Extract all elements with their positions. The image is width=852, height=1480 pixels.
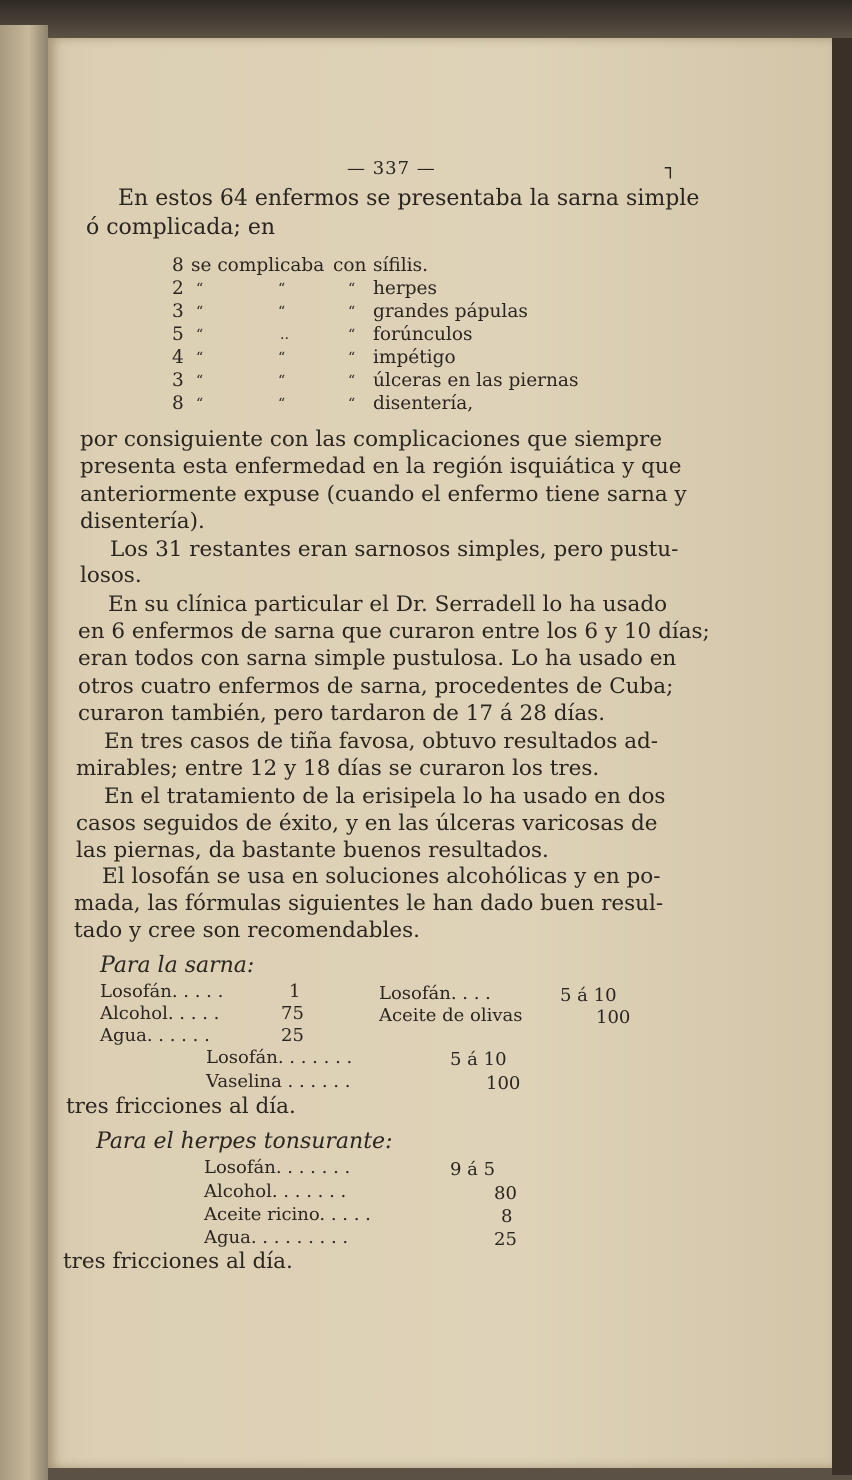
formula-quantity: 100 bbox=[596, 1007, 631, 1028]
formula-ingredient: Aceite de olivas bbox=[379, 1005, 523, 1026]
ditto-mark: “ bbox=[278, 373, 286, 389]
formula-quantity: 25 bbox=[281, 1025, 304, 1046]
text-line: losos. bbox=[80, 563, 142, 588]
ditto-mark: “ bbox=[196, 281, 204, 297]
complication-count: 8 bbox=[172, 255, 184, 276]
text-line: presenta esta enfermedad en la región isquiática y que bbox=[80, 454, 682, 479]
formula-ingredient: Losofán. . . . . . . bbox=[204, 1157, 351, 1178]
complication-label: herpes bbox=[373, 278, 437, 299]
formula-ingredient: Losofán. . . . bbox=[379, 983, 491, 1004]
complication-label: impétigo bbox=[373, 347, 456, 368]
ditto-mark: “ bbox=[278, 350, 286, 366]
ditto-mark: “ bbox=[196, 350, 204, 366]
ditto-mark: “ bbox=[348, 350, 356, 366]
ditto-mark: “ bbox=[278, 304, 286, 320]
ditto-mark: “ bbox=[348, 373, 356, 389]
ditto-mark: “ bbox=[348, 327, 356, 343]
text-line: Los 31 restantes eran sarnosos simples, pero pustu- bbox=[110, 537, 679, 562]
scan-background-right bbox=[832, 38, 852, 1475]
text-line: En su clínica particular el Dr. Serradell lo ha usado bbox=[108, 592, 668, 617]
formula-quantity: 100 bbox=[486, 1073, 521, 1094]
ditto-mark: “ bbox=[348, 281, 356, 297]
formula-ingredient: Vaselina . . . . . . bbox=[206, 1071, 351, 1092]
ditto-mark: “ bbox=[348, 304, 356, 320]
formula-quantity: 8 bbox=[501, 1206, 513, 1227]
text-line: En el tratamiento de la erisipela lo ha usado en dos bbox=[104, 784, 666, 809]
complication-count: 4 bbox=[172, 347, 184, 368]
formula-quantity: 9 á 5 bbox=[450, 1159, 496, 1180]
formula-ingredient: Agua. . . . . . bbox=[100, 1025, 210, 1046]
ditto-mark: “ bbox=[196, 396, 204, 412]
herpes-heading: Para el herpes tonsurante: bbox=[96, 1129, 393, 1154]
formula-ingredient: Alcohol. . . . . bbox=[100, 1003, 220, 1024]
complication-label: forúnculos bbox=[373, 324, 473, 345]
complication-label: grandes pápulas bbox=[373, 301, 528, 322]
text-line: por consiguiente con las complicaciones que siempre bbox=[80, 427, 663, 452]
text-line: las piernas, da bastante buenos resultados. bbox=[76, 838, 549, 863]
formula-quantity: 75 bbox=[281, 1003, 304, 1024]
complication-connector: con bbox=[333, 255, 367, 276]
herpes-footer: tres fricciones al día. bbox=[63, 1249, 293, 1274]
formula-quantity: 1 bbox=[289, 981, 301, 1002]
complication-label: úlceras en las piernas bbox=[373, 370, 579, 391]
intro-line-1: En estos 64 enfermos se presentaba la sarna simple bbox=[118, 186, 700, 211]
text-line: casos seguidos de éxito, y en las úlceras varicosas de bbox=[76, 811, 658, 836]
complication-prefix: se complicaba bbox=[191, 255, 325, 276]
corner-mark: ┐ bbox=[665, 158, 676, 179]
sarna-heading: Para la sarna: bbox=[100, 953, 255, 978]
complication-count: 2 bbox=[172, 278, 184, 299]
formula-ingredient: Agua. . . . . . . . . bbox=[204, 1227, 349, 1248]
text-line: mada, las fórmulas siguientes le han dado buen resul- bbox=[74, 891, 664, 916]
text-line: En tres casos de tiña favosa, obtuvo resultados ad- bbox=[104, 729, 659, 754]
formula-quantity: 80 bbox=[494, 1183, 517, 1204]
complication-label: disentería, bbox=[373, 393, 474, 414]
complication-count: 8 bbox=[172, 393, 184, 414]
complication-count: 5 bbox=[172, 324, 184, 345]
formula-quantity: 25 bbox=[494, 1229, 517, 1250]
ditto-mark: “ bbox=[196, 327, 204, 343]
ditto-mark: .. bbox=[280, 327, 289, 343]
text-line: curaron también, pero tardaron de 17 á 28 días. bbox=[78, 701, 606, 726]
complication-count: 3 bbox=[172, 301, 184, 322]
ditto-mark: “ bbox=[196, 373, 204, 389]
text-line: disentería). bbox=[80, 509, 205, 534]
formula-quantity: 5 á 10 bbox=[560, 985, 617, 1006]
complication-label: sífilis. bbox=[373, 255, 428, 276]
intro-line-2: ó complicada; en bbox=[86, 215, 276, 240]
complication-count: 3 bbox=[172, 370, 184, 391]
text-line: otros cuatro enfermos de sarna, procedentes de Cuba; bbox=[78, 674, 674, 699]
ditto-mark: “ bbox=[348, 396, 356, 412]
text-line: El losofán se usa en soluciones alcohólicas y en po- bbox=[102, 864, 661, 889]
adjacent-page-edge bbox=[0, 25, 48, 1480]
text-line: en 6 enfermos de sarna que curaron entre los 6 y 10 días; bbox=[78, 619, 710, 644]
scan-background-top bbox=[0, 0, 852, 38]
formula-ingredient: Losofán. . . . . bbox=[100, 981, 224, 1002]
formula-ingredient: Alcohol. . . . . . . bbox=[204, 1181, 347, 1202]
sarna-footer: tres fricciones al día. bbox=[66, 1094, 296, 1119]
page-number: — 337 — bbox=[347, 158, 436, 179]
ditto-mark: “ bbox=[278, 396, 286, 412]
text-line: anteriormente expuse (cuando el enfermo tiene sarna y bbox=[80, 482, 687, 507]
text-line: mirables; entre 12 y 18 días se curaron los tres. bbox=[76, 756, 600, 781]
ditto-mark: “ bbox=[196, 304, 204, 320]
formula-ingredient: Aceite ricino. . . . . bbox=[204, 1204, 371, 1225]
formula-quantity: 5 á 10 bbox=[450, 1049, 507, 1070]
ditto-mark: “ bbox=[278, 281, 286, 297]
text-line: eran todos con sarna simple pustulosa. Lo ha usado en bbox=[78, 646, 677, 671]
formula-ingredient: Losofán. . . . . . . bbox=[206, 1047, 353, 1068]
text-line: tado y cree son recomendables. bbox=[74, 918, 420, 943]
